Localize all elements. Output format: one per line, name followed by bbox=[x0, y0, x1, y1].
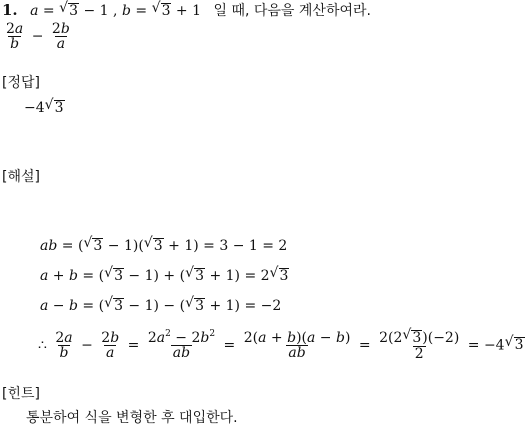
problem-number: 1. bbox=[2, 1, 18, 19]
solution-line-1: ab = ( √ 3 − 1)( √ 3 + 1) = 3 − 1 = 2 bbox=[40, 235, 288, 254]
solution-line-4: ∴ $\frac{2a}{b}$ − $\frac{2b}{a}$ = $\frac{2a^2 - 2b^2}{ab}$ = $\frac{2(a + b)(a - b)}{ab}$ = 2(2 √ 3)(−2) 2 = −4 √ 3 bbox=[38, 327, 524, 362]
problem-expression: $\frac{2a}{b}$ − $\frac{2b}{a}$ bbox=[6, 21, 70, 52]
solution-line-2: a + b = ( √ 3 − 1) + ( √ 3 + 1) = 2 √ 3 bbox=[40, 265, 289, 284]
b-definition: b = √ 3 + 1 bbox=[121, 0, 206, 19]
answer-value: −4 √ 3 bbox=[24, 97, 64, 116]
problem-statement: 1. a = √ 3 − 1 , b = √ 3 + 1 일 때, 다음을 계산하여라. bbox=[2, 0, 371, 19]
condition-text: 일 때, 다음을 계산하여라. bbox=[213, 3, 371, 19]
a-definition: a = √ 3 − 1 bbox=[30, 0, 114, 19]
hint-text: 통분하여 식을 변형한 후 대입한다. bbox=[26, 410, 238, 426]
hint-label: [힌트] bbox=[2, 386, 40, 402]
solution-line-3: a − b = ( √ 3 − 1) − ( √ 3 + 1) = −2 bbox=[40, 295, 282, 314]
solution-label: [해설] bbox=[2, 169, 40, 185]
answer-label: [정답] bbox=[2, 75, 40, 91]
